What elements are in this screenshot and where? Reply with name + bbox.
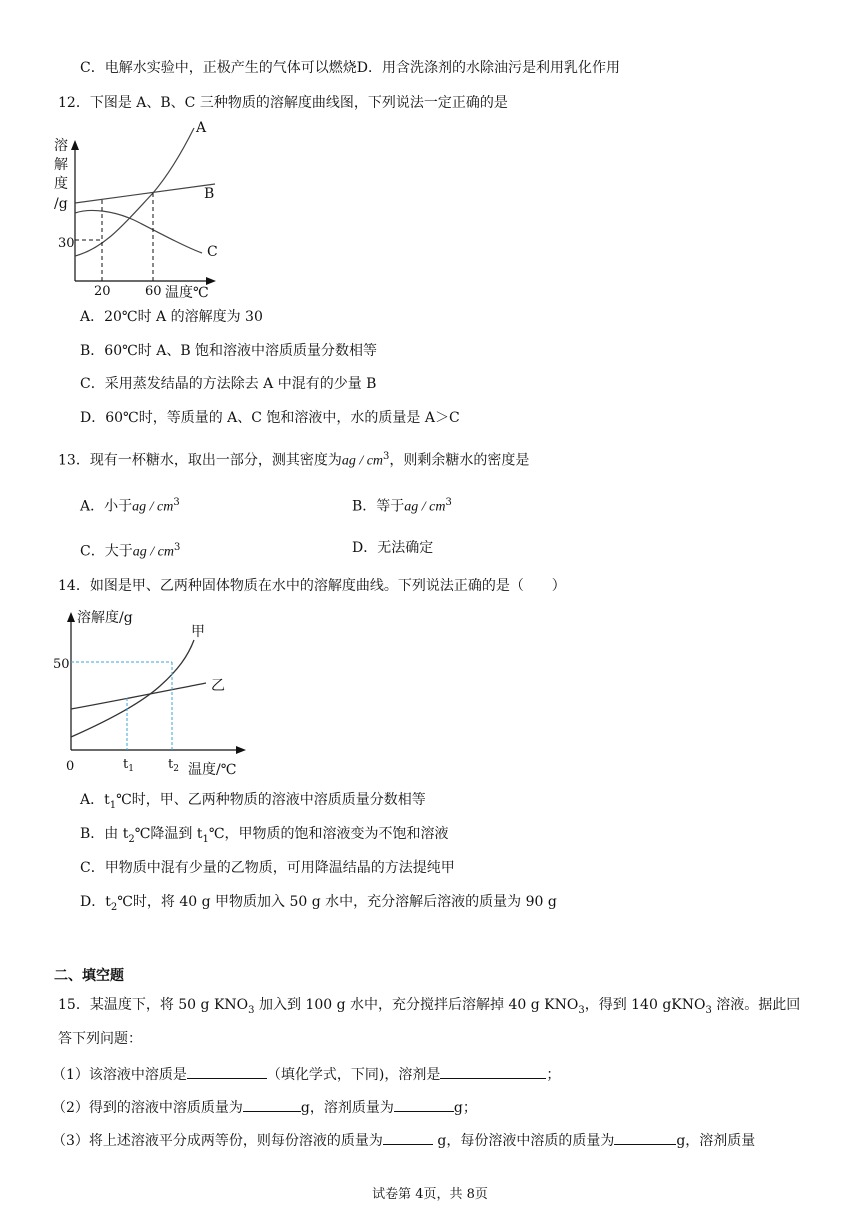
q12-option-c: C．采用蒸发结晶的方法除去 A 中混有的少量 B xyxy=(80,376,377,392)
q12-ylabel-3: 度 xyxy=(54,176,68,192)
q13-option-c-unit: ag / cm xyxy=(132,544,174,560)
q14-label-jia: 甲 xyxy=(191,624,205,640)
q14-option-a-sub: 1 xyxy=(109,799,117,811)
q13-option-c xyxy=(80,538,180,563)
q13-stem xyxy=(58,447,529,472)
q15-part2-text1: （2）得到的溶液中溶质质量为 xyxy=(52,1100,243,1116)
q13-option-a-text: A．小于 xyxy=(80,498,133,515)
q14-option-b xyxy=(80,824,449,850)
q12-y-arrow xyxy=(71,140,79,150)
q13-option-b-text: B．等于 xyxy=(352,498,405,515)
q14-x-arrow xyxy=(236,746,246,754)
q14-ytick-50: 50 xyxy=(53,657,70,672)
q14-option-d-part1: D．t xyxy=(80,894,111,910)
q13-option-a-unit: ag / cm xyxy=(132,499,174,515)
q15-blank-solute-mass[interactable] xyxy=(243,1097,301,1112)
q12-stem: 12．下图是 A、B、C 三种物质的溶解度曲线图，下列说法一定正确的是 xyxy=(58,95,508,111)
q15-text-3: ，得到 140 gKNO xyxy=(584,997,706,1013)
q13-option-b-unit: ag / cm xyxy=(404,499,446,515)
q13-option-c-sup: 3 xyxy=(173,542,181,553)
q14-option-b-part2: ℃降温到 t xyxy=(134,826,203,842)
q13-option-a xyxy=(80,493,180,518)
q14-solubility-chart xyxy=(53,604,250,780)
q14-xtick-t2: $t_2$ xyxy=(168,757,179,774)
q12-solubility-chart xyxy=(50,118,230,300)
q14-stem: 14．如图是甲、乙两种固体物质在水中的溶解度曲线。下列说法正确的是（ ） xyxy=(58,578,566,594)
q12-x-arrow xyxy=(206,277,216,285)
q12-label-b: B xyxy=(204,186,215,202)
q13-option-b-sup: 3 xyxy=(445,497,452,508)
section-heading: 二、填空题 xyxy=(54,968,124,984)
q13-stem-post: ，则剩余糖水的密度是 xyxy=(389,452,530,469)
q15-blank-solvent-mass[interactable] xyxy=(394,1097,454,1112)
q12-xtick-60: 60 xyxy=(145,284,162,299)
q15-blank-solute[interactable] xyxy=(187,1064,267,1079)
q14-option-a-part1: A．t xyxy=(80,792,110,808)
q15-stem-line2: 答下列问题： xyxy=(58,1031,142,1047)
q15-blank-portion-mass[interactable] xyxy=(383,1130,433,1145)
q11-option-d: D．用含洗涤剂的水除油污是利用乳化作用 xyxy=(356,60,620,76)
q12-curve-a xyxy=(75,128,194,256)
q12-xtick-20: 20 xyxy=(94,284,111,299)
q15-part2 xyxy=(52,1097,477,1118)
q14-origin: 0 xyxy=(66,759,75,774)
q15-part3-text3: g，溶剂质量 xyxy=(676,1133,756,1149)
q11-option-c: C．电解水实验中，正极产生的气体可以燃烧 xyxy=(80,60,357,76)
q15-sub-1: 3 xyxy=(248,1004,255,1016)
q14-option-d xyxy=(80,892,557,918)
q14-option-b-part3: ℃，甲物质的饱和溶液变为不饱和溶液 xyxy=(208,826,449,842)
q12-ylabel-4: /g xyxy=(54,196,68,212)
q14-ylabel: 溶解度/g xyxy=(77,610,133,626)
q13-option-c-text: C．大于 xyxy=(80,543,133,560)
q14-option-a-part2: ℃时，甲、乙两种物质的溶液中溶质质量分数相等 xyxy=(116,792,426,808)
q14-xtick-t1: $t_1$ xyxy=(123,757,134,774)
q15-part1-text3: ； xyxy=(546,1067,561,1083)
q15-part2-text2: g，溶剂质量为 xyxy=(300,1100,394,1116)
q15-part3-text2: g，每份溶液中溶质的质量为 xyxy=(432,1133,615,1149)
q14-xlabel: 温度/℃ xyxy=(188,762,237,778)
q11-option-line xyxy=(80,58,620,78)
q12-curve-c xyxy=(75,210,202,253)
q14-option-b-sub2: 1 xyxy=(202,833,209,845)
page-footer: 试卷第 4页，共 8页 xyxy=(372,1187,488,1202)
q12-option-a: A．20℃时 A 的溶解度为 30 xyxy=(80,309,263,325)
q15-blank-portion-solute[interactable] xyxy=(614,1130,676,1145)
q14-option-a xyxy=(80,790,426,816)
q15-part3-text1: （3）将上述溶液平分成两等份，则每份溶液的质量为 xyxy=(52,1133,383,1149)
q12-ylabel-1: 溶 xyxy=(54,138,68,154)
q14-option-d-sub: 2 xyxy=(110,901,118,913)
q14-option-b-part1: B．由 t xyxy=(80,826,129,842)
q14-label-yi: 乙 xyxy=(211,678,225,694)
q12-option-d: D．60℃时，等质量的 A、C 饱和溶液中，水的质量是 A＞C xyxy=(80,410,460,426)
q15-text-4: 溶液。据此回 xyxy=(711,997,801,1013)
q12-ytick-30: 30 xyxy=(58,236,75,251)
q15-sub-2: 3 xyxy=(578,1004,585,1016)
q15-blank-solvent[interactable] xyxy=(440,1064,546,1079)
q15-stem-line1 xyxy=(58,995,800,1021)
q13-density-unit: ag / cm xyxy=(341,453,384,469)
q12-option-b: B．60℃时 A、B 饱和溶液中溶质质量分数相等 xyxy=(80,343,378,359)
q12-ylabel-2: 解 xyxy=(54,157,68,173)
q14-curve-yi xyxy=(71,683,206,709)
q15-part1 xyxy=(52,1064,560,1085)
q12-xlabel: 温度℃ xyxy=(165,285,209,301)
q13-density-sup: 3 xyxy=(383,451,390,462)
q12-curve-b xyxy=(75,184,215,203)
q15-part1-text1: （1）该溶液中溶质是 xyxy=(52,1067,187,1083)
q12-label-a: A xyxy=(196,120,207,136)
q13-option-d: D．无法确定 xyxy=(352,540,434,556)
q12-label-c: C xyxy=(207,244,218,260)
q13-stem-pre: 13．现有一杯糖水，取出一部分，测其密度为 xyxy=(58,452,342,469)
q15-part2-text3: g； xyxy=(453,1100,477,1116)
q13-option-b xyxy=(352,493,452,518)
q15-part3 xyxy=(52,1130,755,1151)
q14-y-arrow xyxy=(67,612,75,622)
q14-option-c: C．甲物质中混有少量的乙物质，可用降温结晶的方法提纯甲 xyxy=(80,860,455,876)
q14-option-b-sub1: 2 xyxy=(128,833,135,845)
q14-option-d-part2: ℃时，将 40 g 甲物质加入 50 g 水中，充分溶解后溶液的质量为 90 g xyxy=(117,894,557,910)
q15-text-1: 15．某温度下，将 50 g KNO xyxy=(58,997,249,1013)
q15-text-2: 加入到 100 g 水中，充分搅拌后溶解掉 40 g KNO xyxy=(254,997,579,1013)
q15-part1-text2: （填化学式，下同)，溶剂是 xyxy=(266,1067,441,1083)
q13-option-a-sup: 3 xyxy=(173,497,180,508)
q15-sub-3: 3 xyxy=(705,1004,712,1016)
